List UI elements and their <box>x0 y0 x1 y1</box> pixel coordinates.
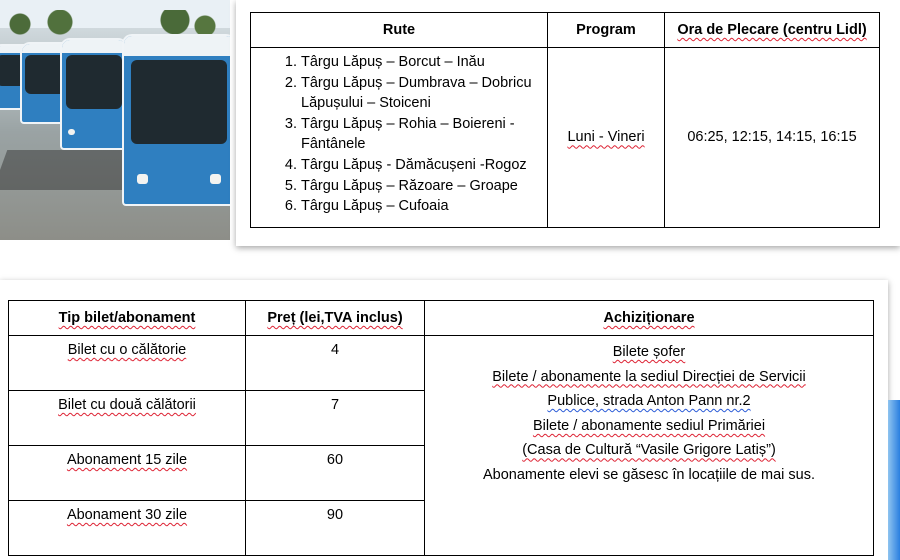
purchase-line: Bilete / abonamente la sediul Direcției de Servicii <box>492 368 806 385</box>
ticket-type-cell: Abonament 15 zile <box>9 446 246 501</box>
ticket-price-cell: 60 <box>246 446 425 501</box>
routes-card <box>236 0 900 246</box>
header-departure: Ora de Plecare (centru Lidl) <box>665 13 880 48</box>
departure-times-cell: 06:25, 12:15, 14:15, 16:15 <box>665 48 880 228</box>
route-item: 1. Târgu Lăpuș – Borcut – Inău <box>301 52 539 73</box>
purchase-info-cell <box>425 336 874 556</box>
purchase-line: Publice, strada Anton Pann nr.2 <box>547 393 751 410</box>
tickets-card <box>0 280 888 560</box>
photo-trees <box>0 10 230 36</box>
window-edge <box>888 400 900 560</box>
ticket-type-cell: Bilet cu două călătorii <box>9 391 246 446</box>
buses-photo <box>0 0 230 240</box>
header-routes: Rute <box>251 13 548 48</box>
ticket-type-cell: Bilet cu o călătorie <box>9 336 246 391</box>
ticket-price-cell: 7 <box>246 391 425 446</box>
bus-3 <box>60 38 128 150</box>
purchase-line: Bilete șofer <box>612 344 686 360</box>
program-cell: Luni - Vineri <box>548 48 665 228</box>
route-item: 3. Târgu Lăpuș – Rohia – Boiereni - Fântânele <box>301 114 539 155</box>
tickets-table <box>8 300 874 556</box>
route-item: 2. Târgu Lăpuș – Dumbrava – Dobricu Lăpușului – Stoiceni <box>301 73 539 114</box>
ticket-price-cell: 90 <box>246 501 425 556</box>
header-price: Preț (lei,TVA inclus) <box>246 301 425 336</box>
purchase-line: Abonamente elevi se găsesc în locațiile de mai sus. <box>482 466 816 483</box>
purchase-line: (Casa de Cultură “Vasile Grigore Latiș”) <box>522 442 776 459</box>
header-program: Program <box>548 13 665 48</box>
header-ticket-type: Tip bilet/abonament <box>9 301 246 336</box>
purchase-line: Bilete / abonamente sediul Primăriei <box>532 417 766 434</box>
header-purchase: Achiziționare <box>425 301 874 336</box>
route-item: 4. Târgu Lăpuș - Dămăcușeni -Rogoz <box>301 155 539 176</box>
routes-list-cell <box>251 48 548 228</box>
bus-4 <box>122 34 230 206</box>
route-item: 5. Târgu Lăpuș – Răzoare – Groape <box>301 176 539 197</box>
ticket-price-cell: 4 <box>246 336 425 391</box>
routes-list <box>261 52 539 217</box>
routes-table <box>250 12 880 228</box>
route-item: 6. Târgu Lăpuș – Cufoaia <box>301 196 539 217</box>
ticket-type-cell: Abonament 30 zile <box>9 501 246 556</box>
